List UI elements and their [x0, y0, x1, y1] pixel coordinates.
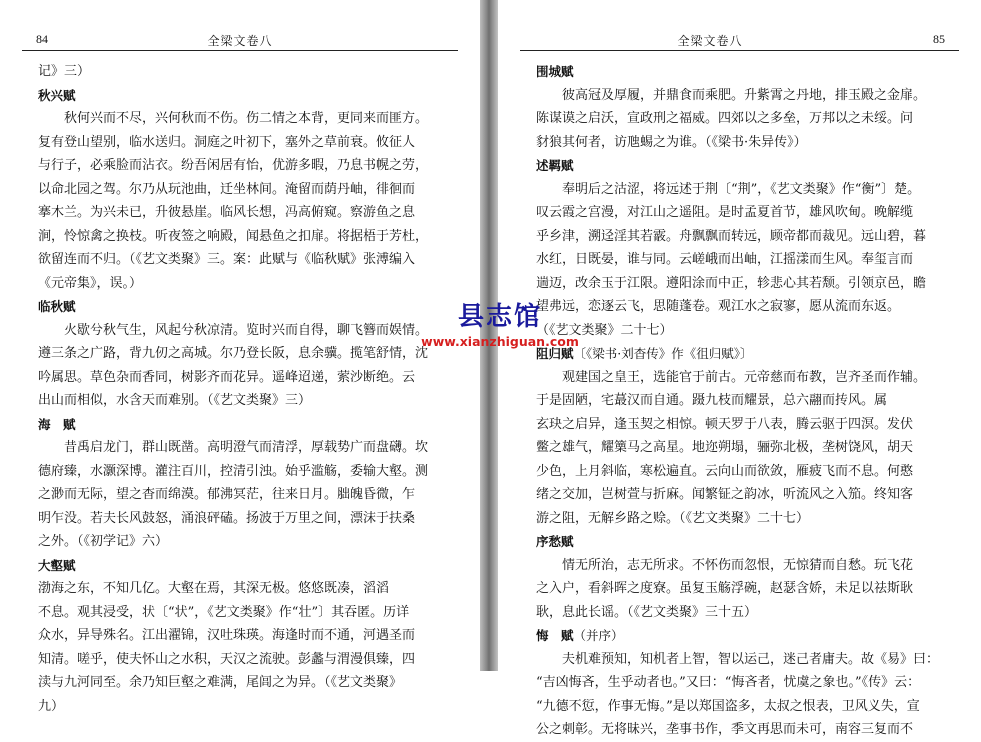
- left-page-header: [22, 30, 458, 51]
- text-line: 渤海之东，不知几亿。大壑在焉，其深无极。悠悠既凑，滔滔: [38, 581, 390, 596]
- text-line: 德府臻，水灏深博。灌注百川，控清引浊。始乎滥觞，委输大壑。测: [38, 463, 429, 479]
- page-number: 84: [36, 32, 48, 46]
- section-heading: [536, 342, 951, 366]
- left-page-body: [38, 60, 450, 718]
- text-line: 复有登山望别，临水送归。洞庭之叶初下，塞外之草前衰。攸征人: [38, 134, 416, 150]
- text-line: 情无所治，志无所求。不怀伤而忽恨，无惊猜而自愁。玩飞花: [562, 557, 914, 573]
- section-heading: [38, 554, 450, 578]
- text-line: 绪之交加，岂树萱与折麻。闻繁钲之韵冰，听流风之入笳。终知客: [536, 487, 914, 502]
- section-note: 〔《梁书·刘杳传》作《徂归赋》〕: [573, 346, 753, 361]
- text-line: 陈谋谟之启沃，宣政刑之福威。四郊以之多垒，万邦以之未绥。问: [536, 111, 914, 126]
- text-line: 遄迈，改余玉于江限。遵阳涂而中正，轸悲心其若颓。引领京邑，瞻: [536, 275, 927, 291]
- text-line: 夫机难预知，知机者上智，智以运己，迷己者庸夫。故《易》曰：: [562, 651, 940, 667]
- text-line: 出山而相似，水含天而难别。（《艺文类聚》三）: [38, 393, 312, 408]
- text-line: （《艺文类聚》二十七）: [536, 322, 673, 338]
- section-title: 大壑赋: [38, 557, 76, 573]
- text-line: 之外。（《初学记》六）: [38, 534, 169, 549]
- text-line: 不息。观其浸受，状〔“状”，《艺文类聚》作“壮”〕其吞匿。历详: [38, 604, 410, 620]
- text-line: 知清。嗟乎，使夫怀山之水积，天汉之流驶。彭蠡与渭漫俱臻，四: [38, 651, 416, 667]
- text-line: 昔禹启龙门，群山既凿。高明澄气而清浮，厚载势广而盘礴。坎: [64, 440, 429, 455]
- book-gutter: [480, 0, 498, 671]
- text-line: 鳖之雄气，耀篥马之高星。地迩朔塌，骊弥北极，垄树饶风，胡天: [536, 440, 914, 455]
- section-heading: [38, 295, 450, 319]
- section-title: 围城赋: [536, 64, 574, 79]
- text-line: 与行子，必乘脸而沾衣。纷吾闲居有怡，优游多暇，乃息书幌之劳，: [38, 158, 429, 173]
- text-line: 搴木兰。为兴未已，升彼悬崖。临风长想，冯高俯窥。察游鱼之息: [38, 205, 416, 220]
- text-line: 之渺而无际，望之杳而绵漠。郁沸冥茫，往来日月。胐魄昏微，乍: [38, 487, 416, 502]
- text-line: 明乍没。若夫长风鼓怒，涌浪砰磕。扬波于万里之间，漂沫于扶桑: [38, 510, 416, 526]
- section-title: 述羁赋: [536, 158, 574, 173]
- section-title: 秋兴赋: [38, 87, 76, 103]
- right-page: [498, 0, 981, 737]
- watermark-url: www.xianzhiguan.com: [421, 334, 579, 349]
- section-note: （并序）: [573, 628, 624, 643]
- section-heading: [38, 84, 450, 108]
- text-line: 众水，异导殊名。江出濯锦，汉吐珠瑛。海逢时而不通，河遇圣而: [38, 628, 416, 643]
- section-heading: [536, 60, 951, 84]
- text-line: 九）: [38, 698, 65, 714]
- text-line: 彼高冠及厚履，并鼎食而乘肥。升紫霄之丹地，排玉殿之金扉。: [562, 87, 927, 103]
- section-heading: [536, 530, 951, 554]
- text-line: 渎与九河同至。余乃知巨壑之难满，尾闾之为异。（《艺文类聚》: [38, 675, 403, 690]
- section-title: 悔 赋: [536, 628, 574, 643]
- text-line: 遵三条之广路，背九仞之高城。尔乃登长阪，息余骥。揽笔舒情，沈: [38, 346, 429, 361]
- section-title: 海 赋: [38, 416, 76, 432]
- text-line: 记》三）: [38, 64, 91, 79]
- right-page-header: [520, 30, 959, 51]
- text-line: 《元帝集》，误。）: [38, 275, 143, 291]
- section-heading: [38, 413, 450, 437]
- section-title: 序愁赋: [536, 534, 574, 549]
- section-title: 阻归赋: [536, 346, 574, 361]
- left-page: [0, 0, 480, 714]
- text-line: 豺狼其何者，访虺蜴之为谁。（《梁书·朱异传》）: [536, 134, 807, 150]
- text-line: 耿，息此长谣。（《艺文类聚》三十五）: [536, 604, 758, 620]
- text-line: 于是固陋，宅蕞汉而自通。蹑九枝而耀景，总六翮而抟风。属: [536, 393, 888, 408]
- section-heading: [536, 154, 951, 178]
- text-line: 叹云霞之宫漫，对江山之遥阻。是时孟夏首节，雄风吹甸。晚解缆: [536, 205, 914, 220]
- page-number: 85: [933, 32, 945, 46]
- text-line: “九德不愆，作事无悔。”是以郑国盗多，太叔之恨表，卫风义失，宣: [536, 698, 920, 714]
- section-title: 临秋赋: [38, 299, 76, 314]
- running-title: 全梁文卷八: [207, 34, 273, 48]
- text-line: 乎乡津，溯迳淫其若霰。舟飘飘而转远，顾帝都而裁见。远山碧，暮: [536, 228, 927, 244]
- text-line: 玄玦之启异，逢玉契之相惊。顿天罗于八表，腾云驱于四溟。发伏: [536, 416, 914, 432]
- text-line: 火歇兮秋气生，风起兮秋凉清。览时兴而自得，聊飞簪而娱情。: [64, 322, 429, 338]
- text-line: 欲留连而不归。（《艺文类聚》三。案：此赋与《临秋赋》张溥编入: [38, 252, 416, 267]
- text-line: 观建国之皇王，选能官于前古。元帝慈而布教，岂齐圣而作辅。: [562, 369, 927, 385]
- text-line: 游之阻，无解乡路之赊。（《艺文类聚》二十七）: [536, 510, 810, 526]
- running-title: 全梁文卷八: [677, 34, 743, 48]
- text-line: 少色，上月斜临，寒松遍直。云向山而欲敛，雁疲飞而不息。何憨: [536, 463, 914, 479]
- watermark-title: 县志馆: [457, 302, 542, 332]
- section-heading: [536, 624, 951, 648]
- text-line: 奉明后之沽涩，将远述于荆〔“荆”，《艺文类聚》作“衡”〕楚。: [562, 181, 921, 197]
- right-page-body: [536, 60, 951, 742]
- text-line: 望弗远，恋逐云飞，思随蓬卷。观江水之寂寥，愿从流而东返。: [536, 299, 901, 314]
- text-line: 以命北园之驾。尔乃从玩池曲，迁坐林间。淹留而荫丹岫，徘徊而: [38, 181, 416, 197]
- text-line: 吟属思。草色杂而香同，树影齐而花异。遥峰迢递，萦沙断绝。云: [38, 369, 416, 385]
- text-line: 之入户，看斜晖之度寮。虽复玉觞浮碗，赵瑟含娇，未足以祛斯耿: [536, 581, 914, 596]
- text-line: “吉凶悔吝，生乎动者也。”又曰：“悔吝者，忧虞之象也。”《传》云：: [536, 675, 921, 690]
- text-line: 涧，怜惊禽之换枝。听夜签之响殿，闻悬鱼之扣扉。将据梧于芳杜，: [38, 228, 429, 244]
- text-line: 秋何兴而不尽，兴何秋而不伤。伤二情之本背，更同来而匪方。: [64, 111, 429, 126]
- text-line: 水红，日既晏，谁与同。云嵯峨而出岫，江摇漾而生风。奉玺言而: [536, 252, 914, 267]
- text-line: 公之刺彰。无将昧兴，垄事书作，季文再思而未可，南容三复而不: [536, 722, 914, 737]
